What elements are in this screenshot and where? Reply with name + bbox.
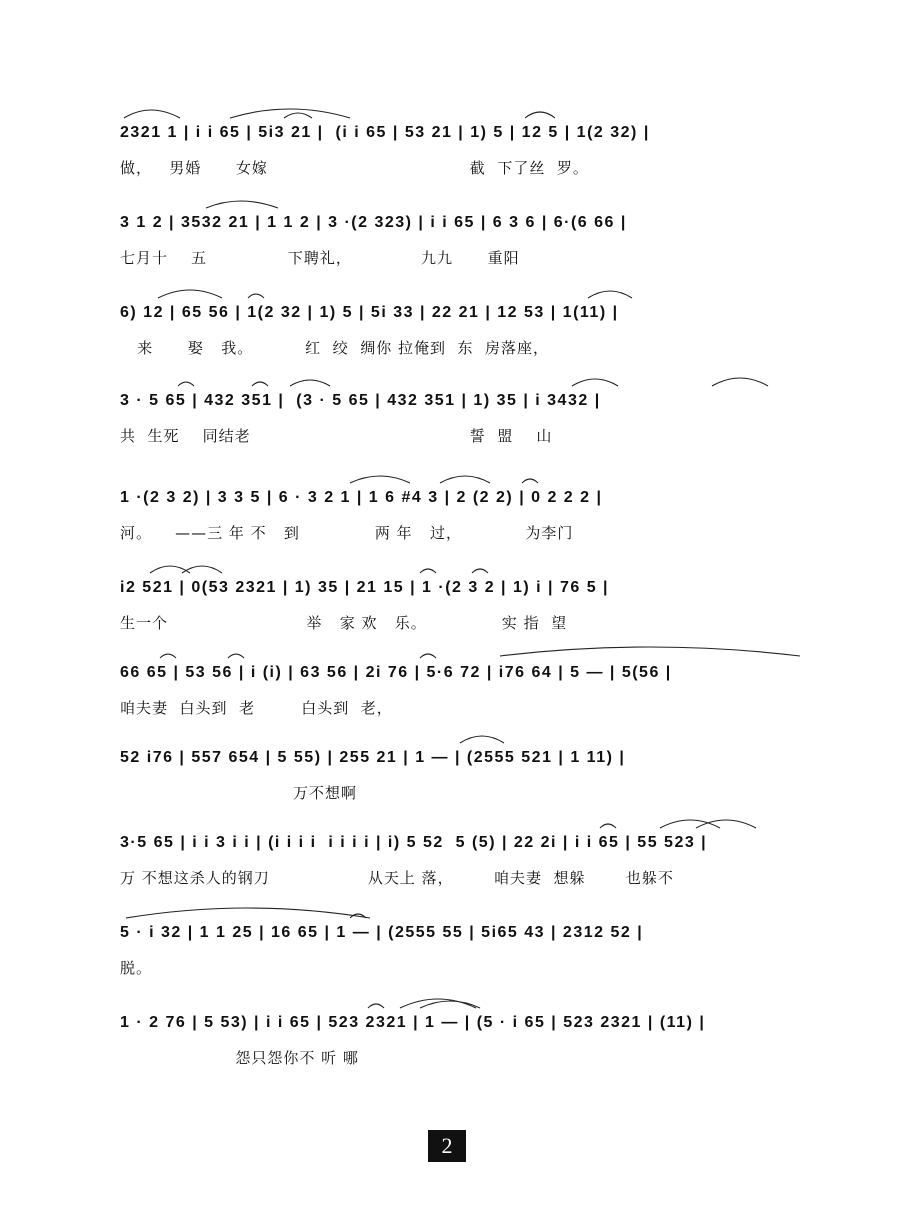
- slur-marks: [120, 282, 800, 302]
- numbered-notation: 1 · 2 76 | 5 53) | i i 65 | 523 2321 | 1 — | (5 · i 65 | 523 2321 | (11) |: [120, 1014, 706, 1031]
- slur-marks: [120, 370, 800, 390]
- slur-marks: [120, 812, 800, 832]
- music-system-4: [120, 388, 800, 458]
- numbered-notation: 2321 1 | i i 65 | 5i3 21 | (i i 65 | 53 21 | 1) 5 | 12 5 | 1(2 32) |: [120, 124, 650, 141]
- slur-marks: [120, 557, 800, 577]
- music-system-2: [120, 210, 800, 280]
- lyric-line: 做， 男婚 女嫁 截 下了丝 罗。: [120, 159, 589, 177]
- music-system-1: [120, 120, 800, 190]
- lyric-line: 怨只怨你不 听 哪: [120, 1049, 359, 1067]
- numbered-notation: i2 521 | 0(53 2321 | 1) 35 | 21 15 | 1 ·(2 3 2 | 1) i | 76 5 |: [120, 579, 610, 596]
- slur-marks: [120, 642, 800, 662]
- music-system-6: [120, 575, 800, 645]
- lyric-line: 咱夫妻 白头到 老 白头到 老，: [120, 699, 393, 717]
- slur-marks: [120, 467, 800, 487]
- slur-marks: [120, 902, 800, 922]
- numbered-notation: 66 65 | 53 56 | i (i) | 63 56 | 2i 76 | 5·6 72 | i76 64 | 5 — | 5(56 |: [120, 664, 672, 681]
- slur-marks: [120, 192, 800, 212]
- slur-marks: [120, 102, 800, 122]
- lyric-line: 万不想啊: [120, 784, 358, 802]
- music-system-5: [120, 485, 800, 555]
- slur-marks: [120, 727, 800, 747]
- music-system-7: [120, 660, 800, 730]
- numbered-notation: 3 · 5 65 | 432 351 | (3 · 5 65 | 432 351 | 1) 35 | i 3432 |: [120, 392, 601, 409]
- lyric-line: 生一个 举 家 欢 乐。 实 指 望: [120, 614, 568, 632]
- numbered-notation: 3·5 65 | i i 3 i i | (i i i i i i i i | i) 5 52 5 (5) | 22 2i | i i 65 | 55 523 |: [120, 834, 708, 851]
- numbered-notation: 52 i76 | 557 654 | 5 55) | 255 21 | 1 — | (2555 521 | 1 11) |: [120, 749, 626, 766]
- slur-marks: [120, 992, 800, 1012]
- page-number: 2: [428, 1130, 466, 1162]
- lyric-line: 万 不想这杀人的钢刀 从天上 落， 咱夫妻 想躲 也躲不: [120, 869, 674, 887]
- numbered-notation: 3 1 2 | 3532 21 | 1 1 2 | 3 ·(2 323) | i i 65 | 6 3 6 | 6·(6 66 |: [120, 214, 627, 231]
- music-system-3: [120, 300, 800, 370]
- music-system-10: [120, 920, 800, 990]
- lyric-line: 七月十 五 下聘礼， 九九 重阳: [120, 249, 520, 267]
- lyric-line: 脱。: [120, 959, 153, 977]
- music-system-9: [120, 830, 800, 900]
- numbered-notation: 5 · i 32 | 1 1 25 | 16 65 | 1 — | (2555 55 | 5i65 43 | 2312 52 |: [120, 924, 644, 941]
- lyric-line: 来 娶 我。 红 绞 绸你 拉俺到 东 房落座，: [120, 339, 550, 357]
- numbered-notation: 1 ·(2 3 2) | 3 3 5 | 6 · 3 2 1 | 1 6 #4 3 | 2 (2 2) | 0 2 2 2 |: [120, 489, 603, 506]
- numbered-notation: 6) 12 | 65 56 | 1(2 32 | 1) 5 | 5i 33 | 22 21 | 12 53 | 1(11) |: [120, 304, 619, 321]
- music-system-11: [120, 1010, 800, 1080]
- lyric-line: 共 生死 同结老 誓 盟 山: [120, 427, 553, 445]
- music-system-8: [120, 745, 800, 815]
- lyric-line: 河。 ——三 年 不 到 两 年 过， 为李门: [120, 524, 574, 542]
